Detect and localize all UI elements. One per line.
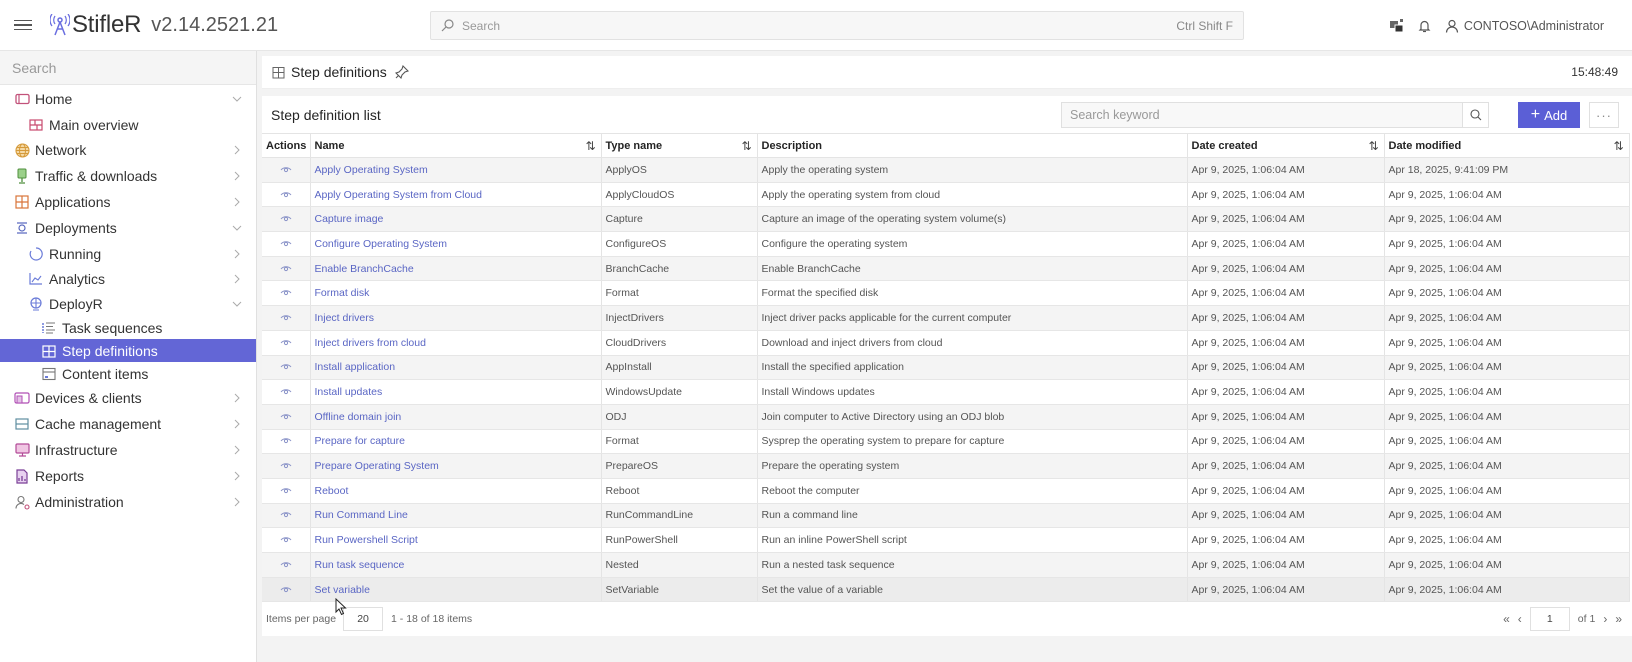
eye-icon[interactable]	[280, 510, 292, 518]
antenna-logo-icon	[50, 14, 70, 36]
description-cell: Apply the operating system from cloud	[757, 182, 1187, 207]
step-name-link[interactable]: Inject drivers	[314, 311, 375, 324]
view-action[interactable]	[262, 503, 310, 528]
eye-icon[interactable]	[280, 165, 292, 173]
step-name-link[interactable]: Run Powershell Script	[314, 534, 418, 547]
date-created-cell: Apr 9, 2025, 1:06:04 AM	[1187, 454, 1384, 479]
eye-icon[interactable]	[280, 461, 292, 469]
app-name: StifleR	[72, 11, 142, 38]
view-action[interactable]	[262, 478, 310, 503]
type-name-cell: ConfigureOS	[601, 232, 757, 257]
sort-icon[interactable]: ⇅	[1613, 138, 1624, 153]
sidebar-item-applications[interactable]: Applications	[0, 189, 256, 215]
description-cell: Download and inject drivers from cloud	[757, 330, 1187, 355]
search-icon	[1470, 109, 1482, 121]
more-options-button[interactable]: ···	[1589, 102, 1619, 128]
description-cell: Format the specified disk	[757, 281, 1187, 306]
page-count: of 1	[1577, 612, 1596, 625]
column-header-date-created[interactable]: Date created ⇅	[1187, 134, 1384, 158]
list-icon	[41, 320, 57, 336]
view-action[interactable]	[262, 207, 310, 232]
deployments-icon	[14, 220, 30, 236]
eye-icon[interactable]	[280, 412, 292, 420]
sidebar-item-infrastructure[interactable]: Infrastructure	[0, 437, 256, 463]
view-action[interactable]	[262, 404, 310, 429]
items-range: 1 - 18 of 18 items	[391, 612, 473, 625]
remote-devices-icon[interactable]	[1389, 19, 1404, 33]
dashboard-icon	[28, 117, 44, 133]
sidebar-item-traffic-downloads[interactable]: Traffic & downloads	[0, 163, 256, 189]
type-name-cell: Format	[601, 429, 757, 454]
step-definitions-table	[262, 133, 1630, 602]
description-cell: Apply the operating system	[757, 158, 1187, 183]
type-name-cell: BranchCache	[601, 256, 757, 281]
page-header	[262, 56, 1632, 89]
type-name-cell: Reboot	[601, 478, 757, 503]
table-row[interactable]	[262, 256, 1629, 281]
eye-icon[interactable]	[280, 436, 292, 444]
sidebar-search-input[interactable]	[0, 51, 256, 85]
step-name-link[interactable]: Configure Operating System	[314, 237, 447, 250]
step-definition-panel	[262, 96, 1632, 636]
view-action[interactable]	[262, 306, 310, 331]
description-cell: Reboot the computer	[757, 478, 1187, 503]
date-modified-cell: Apr 9, 2025, 1:06:04 AM	[1384, 478, 1629, 503]
description-cell: Run a nested task sequence	[757, 553, 1187, 578]
devices-icon	[14, 390, 30, 406]
step-name-link[interactable]: Format disk	[314, 287, 370, 300]
description-cell: Configure the operating system	[757, 232, 1187, 257]
spinner-icon	[28, 246, 44, 262]
type-name-cell: RunPowerShell	[601, 528, 757, 553]
name-cell	[310, 158, 601, 183]
chevron-right-icon[interactable]	[232, 274, 242, 284]
table-row[interactable]	[262, 281, 1629, 306]
name-cell	[310, 478, 601, 503]
view-action[interactable]	[262, 158, 310, 183]
step-name-link[interactable]: Apply Operating System from Cloud	[314, 188, 482, 201]
type-name-cell: ApplyCloudOS	[601, 182, 757, 207]
name-cell	[310, 207, 601, 232]
date-created-cell: Apr 9, 2025, 1:06:04 AM	[1187, 232, 1384, 257]
date-modified-cell: Apr 9, 2025, 1:06:04 AM	[1384, 528, 1629, 553]
name-cell	[310, 182, 601, 207]
table-row[interactable]	[262, 429, 1629, 454]
date-created-cell: Apr 9, 2025, 1:06:04 AM	[1187, 182, 1384, 207]
name-cell	[310, 306, 601, 331]
top-bar	[0, 0, 1632, 51]
first-page-button[interactable]: «	[1503, 611, 1510, 626]
sidebar-item-step-definitions[interactable]: Step definitions	[0, 339, 256, 362]
table-row[interactable]	[262, 478, 1629, 503]
table-row[interactable]	[262, 503, 1629, 528]
description-cell: Capture an image of the operating system volume(s)	[757, 207, 1187, 232]
step-name-link[interactable]: Enable BranchCache	[314, 262, 414, 275]
view-action[interactable]	[262, 256, 310, 281]
date-modified-cell: Apr 9, 2025, 1:06:04 AM	[1384, 232, 1629, 257]
type-name-cell: WindowsUpdate	[601, 380, 757, 405]
description-cell: Install the specified application	[757, 355, 1187, 380]
main-content	[262, 56, 1632, 662]
table-row[interactable]	[262, 454, 1629, 479]
view-action[interactable]	[262, 182, 310, 207]
name-cell	[310, 404, 601, 429]
admin-icon	[14, 494, 30, 510]
name-cell	[310, 355, 601, 380]
user-icon	[1445, 19, 1459, 33]
analytics-icon	[28, 271, 44, 287]
type-name-cell: Nested	[601, 553, 757, 578]
last-page-button[interactable]: »	[1615, 611, 1622, 626]
step-definitions-icon	[41, 343, 57, 359]
column-header-actions: Actions	[262, 134, 310, 158]
column-header-name[interactable]: Name ⇅	[310, 134, 601, 158]
table-row[interactable]	[262, 577, 1629, 602]
description-cell: Enable BranchCache	[757, 256, 1187, 281]
sort-icon[interactable]: ⇅	[741, 138, 752, 153]
date-modified-cell: Apr 9, 2025, 1:06:04 AM	[1384, 207, 1629, 232]
sidebar-item-running[interactable]: Running	[0, 241, 256, 266]
step-name-link[interactable]: Run task sequence	[314, 558, 405, 571]
date-modified-cell: Apr 9, 2025, 1:06:04 AM	[1384, 182, 1629, 207]
eye-icon[interactable]	[280, 313, 292, 321]
sort-icon[interactable]: ⇅	[585, 138, 596, 153]
name-cell	[310, 232, 601, 257]
sidebar-search-placeholder: Search	[12, 59, 57, 76]
date-created-cell: Apr 9, 2025, 1:06:04 AM	[1187, 281, 1384, 306]
eye-icon[interactable]	[280, 387, 292, 395]
description-cell: Prepare the operating system	[757, 454, 1187, 479]
description-cell: Install Windows updates	[757, 380, 1187, 405]
table-row[interactable]	[262, 330, 1629, 355]
plus-icon: +	[1530, 106, 1541, 123]
prev-page-button[interactable]: ‹	[1517, 611, 1522, 626]
sidebar-item-administration[interactable]: Administration	[0, 489, 256, 515]
view-action[interactable]	[262, 355, 310, 380]
name-cell	[310, 281, 601, 306]
step-name-link[interactable]: Capture image	[314, 213, 384, 226]
sidebar-item-cache-management[interactable]: Cache management	[0, 411, 256, 437]
pagination	[262, 602, 1632, 635]
date-created-cell: Apr 9, 2025, 1:06:04 AM	[1187, 478, 1384, 503]
view-action[interactable]	[262, 577, 310, 602]
type-name-cell: ApplyOS	[601, 158, 757, 183]
table-row[interactable]	[262, 207, 1629, 232]
chevron-right-icon[interactable]	[232, 393, 242, 403]
eye-icon[interactable]	[280, 486, 292, 494]
date-modified-cell: Apr 9, 2025, 1:06:04 AM	[1384, 281, 1629, 306]
date-modified-cell: Apr 9, 2025, 1:06:04 AM	[1384, 306, 1629, 331]
chevron-right-icon[interactable]	[232, 249, 242, 259]
page-title: Step definitions	[291, 64, 387, 80]
date-created-cell: Apr 9, 2025, 1:06:04 AM	[1187, 577, 1384, 602]
sidebar-nav	[0, 85, 256, 515]
list-title: Step definition list	[271, 106, 381, 123]
name-cell	[310, 503, 601, 528]
apps-icon	[14, 194, 30, 210]
date-created-cell: Apr 9, 2025, 1:06:04 AM	[1187, 355, 1384, 380]
sidebar-item-devices-clients[interactable]: Devices & clients	[0, 385, 256, 411]
name-cell	[310, 330, 601, 355]
sidebar-item-main-overview[interactable]: Main overview	[0, 112, 256, 137]
step-name-link[interactable]: Set variable	[314, 583, 370, 596]
globe-icon	[14, 142, 30, 158]
mouse-cursor-icon	[335, 598, 347, 616]
sidebar-item-task-sequences[interactable]: Task sequences	[0, 316, 256, 339]
eye-icon[interactable]	[280, 190, 292, 198]
date-modified-cell: Apr 18, 2025, 9:41:09 PM	[1384, 158, 1629, 183]
date-created-cell: Apr 9, 2025, 1:06:04 AM	[1187, 158, 1384, 183]
chevron-right-icon[interactable]	[232, 497, 242, 507]
date-modified-cell: Apr 9, 2025, 1:06:04 AM	[1384, 429, 1629, 454]
reports-icon	[14, 468, 30, 484]
keyword-search-placeholder: Search keyword	[1070, 108, 1160, 122]
type-name-cell: InjectDrivers	[601, 306, 757, 331]
column-header-description: Description	[757, 134, 1187, 158]
eye-icon[interactable]	[280, 362, 292, 370]
bell-icon[interactable]	[1418, 19, 1431, 33]
type-name-cell: ODJ	[601, 404, 757, 429]
chevron-right-icon[interactable]	[232, 145, 242, 155]
description-cell: Inject driver packs applicable for the current computer	[757, 306, 1187, 331]
date-created-cell: Apr 9, 2025, 1:06:04 AM	[1187, 503, 1384, 528]
view-action[interactable]	[262, 232, 310, 257]
description-cell: Set the value of a variable	[757, 577, 1187, 602]
sort-icon[interactable]: ⇅	[1368, 138, 1379, 153]
step-name-link[interactable]: Offline domain join	[314, 410, 402, 423]
step-name-link[interactable]: Install application	[314, 361, 396, 374]
chevron-right-icon[interactable]	[232, 197, 242, 207]
type-name-cell: PrepareOS	[601, 454, 757, 479]
keyword-search-button[interactable]	[1462, 103, 1488, 127]
view-action[interactable]	[262, 553, 310, 578]
name-cell	[310, 256, 601, 281]
date-created-cell: Apr 9, 2025, 1:06:04 AM	[1187, 429, 1384, 454]
sidebar-item-network[interactable]: Network	[0, 137, 256, 163]
global-search-placeholder: Search	[462, 18, 501, 33]
table-row[interactable]	[262, 232, 1629, 257]
sidebar-item-analytics[interactable]: Analytics	[0, 266, 256, 291]
date-modified-cell: Apr 9, 2025, 1:06:04 AM	[1384, 454, 1629, 479]
description-cell: Join computer to Active Directory using an ODJ blob	[757, 404, 1187, 429]
column-header-type-name[interactable]: Type name ⇅	[601, 134, 757, 158]
view-action[interactable]	[262, 380, 310, 405]
type-name-cell: SetVariable	[601, 577, 757, 602]
clock: 15:48:49	[1571, 65, 1618, 79]
chevron-right-icon[interactable]	[232, 171, 242, 181]
date-created-cell: Apr 9, 2025, 1:06:04 AM	[1187, 380, 1384, 405]
date-created-cell: Apr 9, 2025, 1:06:04 AM	[1187, 256, 1384, 281]
view-action[interactable]	[262, 528, 310, 553]
items-per-page-label: Items per page	[266, 612, 337, 625]
table-row[interactable]	[262, 380, 1629, 405]
step-definitions-icon	[272, 66, 285, 79]
type-name-cell: Capture	[601, 207, 757, 232]
sidebar	[0, 51, 257, 662]
table-row[interactable]	[262, 528, 1629, 553]
date-created-cell: Apr 9, 2025, 1:06:04 AM	[1187, 330, 1384, 355]
description-cell: Sysprep the operating system to prepare for capture	[757, 429, 1187, 454]
date-created-cell: Apr 9, 2025, 1:06:04 AM	[1187, 306, 1384, 331]
chevron-right-icon[interactable]	[232, 445, 242, 455]
table-row[interactable]	[262, 553, 1629, 578]
type-name-cell: RunCommandLine	[601, 503, 757, 528]
pin-icon[interactable]	[395, 65, 409, 79]
step-name-link[interactable]: Prepare Operating System	[314, 460, 439, 473]
deployr-icon	[28, 296, 44, 312]
description-cell: Run an inline PowerShell script	[757, 528, 1187, 553]
step-name-link[interactable]: Inject drivers from cloud	[314, 336, 426, 349]
step-name-link[interactable]: Run Command Line	[314, 509, 408, 522]
date-modified-cell: Apr 9, 2025, 1:06:04 AM	[1384, 380, 1629, 405]
date-created-cell: Apr 9, 2025, 1:06:04 AM	[1187, 553, 1384, 578]
user-menu[interactable]	[1445, 19, 1604, 33]
date-modified-cell: Apr 9, 2025, 1:06:04 AM	[1384, 330, 1629, 355]
cache-icon	[14, 416, 30, 432]
content-icon	[41, 366, 57, 382]
eye-icon[interactable]	[280, 239, 292, 247]
brand	[50, 11, 278, 39]
name-cell	[310, 454, 601, 479]
name-cell	[310, 380, 601, 405]
name-cell	[310, 553, 601, 578]
home-icon	[14, 91, 30, 107]
hamburger-menu-icon[interactable]	[14, 20, 32, 31]
step-name-link[interactable]: Reboot	[314, 484, 349, 497]
sidebar-item-home[interactable]: Home	[0, 86, 256, 112]
infrastructure-icon	[14, 442, 30, 458]
items-per-page-select[interactable]: 20	[343, 607, 383, 631]
step-name-link[interactable]: Prepare for capture	[314, 435, 405, 448]
type-name-cell: AppInstall	[601, 355, 757, 380]
eye-icon[interactable]	[280, 585, 292, 593]
description-cell: Run a command line	[757, 503, 1187, 528]
table-row[interactable]	[262, 158, 1629, 183]
view-action[interactable]	[262, 330, 310, 355]
chevron-down-icon[interactable]	[232, 94, 242, 104]
date-created-cell: Apr 9, 2025, 1:06:04 AM	[1187, 404, 1384, 429]
page-number-input[interactable]: 1	[1530, 607, 1570, 631]
chevron-down-icon[interactable]	[232, 299, 242, 309]
view-action[interactable]	[262, 454, 310, 479]
date-modified-cell: Apr 9, 2025, 1:06:04 AM	[1384, 256, 1629, 281]
view-action[interactable]	[262, 429, 310, 454]
sidebar-item-deployments[interactable]: Deployments	[0, 215, 256, 241]
eye-icon[interactable]	[280, 214, 292, 222]
next-page-button[interactable]: ›	[1603, 611, 1608, 626]
eye-icon[interactable]	[280, 560, 292, 568]
eye-icon[interactable]	[280, 264, 292, 272]
name-cell	[310, 528, 601, 553]
date-modified-cell: Apr 9, 2025, 1:06:04 AM	[1384, 553, 1629, 578]
table-header-row	[262, 134, 1629, 158]
sidebar-item-content-items[interactable]: Content items	[0, 362, 256, 385]
app-version: v2.14.2521.21	[151, 13, 279, 36]
name-cell	[310, 429, 601, 454]
eye-icon[interactable]	[280, 535, 292, 543]
search-shortcut: Ctrl Shift F	[1176, 18, 1233, 33]
add-button[interactable]: + Add	[1518, 102, 1580, 128]
type-name-cell: CloudDrivers	[601, 330, 757, 355]
sidebar-item-reports[interactable]: Reports	[0, 463, 256, 489]
keyword-search-input[interactable]	[1061, 102, 1489, 128]
step-name-link[interactable]: Apply Operating System	[314, 163, 428, 176]
chevron-right-icon[interactable]	[232, 471, 242, 481]
search-icon	[441, 19, 454, 32]
table-row[interactable]	[262, 306, 1629, 331]
eye-icon[interactable]	[280, 338, 292, 346]
column-header-date-modified[interactable]: Date modified ⇅	[1384, 134, 1629, 158]
eye-icon[interactable]	[280, 288, 292, 296]
view-action[interactable]	[262, 281, 310, 306]
table-row[interactable]	[262, 404, 1629, 429]
user-name: CONTOSO\Administrator	[1463, 18, 1604, 33]
chevron-right-icon[interactable]	[232, 419, 242, 429]
date-modified-cell: Apr 9, 2025, 1:06:04 AM	[1384, 404, 1629, 429]
type-name-cell: Format	[601, 281, 757, 306]
chevron-down-icon[interactable]	[232, 223, 242, 233]
date-modified-cell: Apr 9, 2025, 1:06:04 AM	[1384, 355, 1629, 380]
date-modified-cell: Apr 9, 2025, 1:06:04 AM	[1384, 503, 1629, 528]
date-modified-cell: Apr 9, 2025, 1:06:04 AM	[1384, 577, 1629, 602]
step-name-link[interactable]: Install updates	[314, 386, 383, 399]
name-cell	[310, 577, 601, 602]
sidebar-item-deployr[interactable]: DeployR	[0, 291, 256, 316]
date-created-cell: Apr 9, 2025, 1:06:04 AM	[1187, 207, 1384, 232]
table-row[interactable]	[262, 355, 1629, 380]
traffic-icon	[14, 168, 30, 184]
table-row[interactable]	[262, 182, 1629, 207]
date-created-cell: Apr 9, 2025, 1:06:04 AM	[1187, 528, 1384, 553]
global-search-input[interactable]	[430, 11, 1244, 40]
